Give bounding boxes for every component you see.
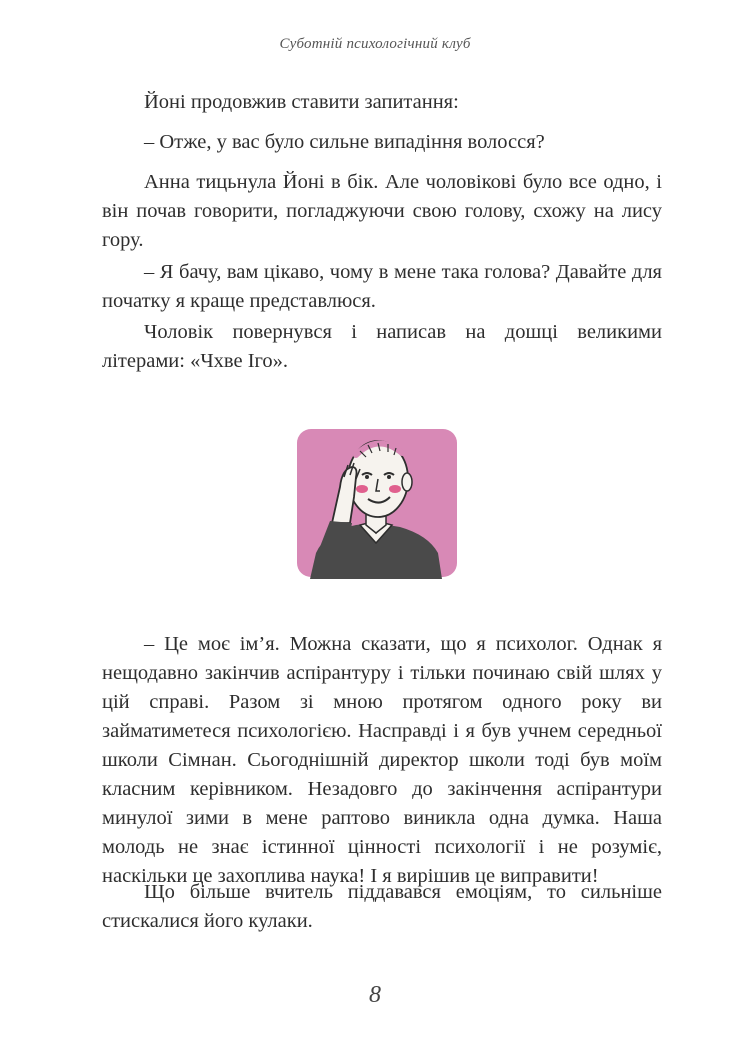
paragraph-2: – Отже, у вас було сильне випадіння волосся? xyxy=(144,131,545,153)
paragraph-6: – Це моє ім’я. Можна сказати, що я психолог. Однак я нещодавно закінчив аспірантуру і тільки починаю свій шлях у цій справі. Разом зі мною протягом одного року ви займатиметеся психологією. Насправді і я був учнем середньої школи Сімнан. Сьогоднішній директор школи тоді був моїм класним керівником. Незадовго до закінчення аспірантури минулої зими в мене раптово виникла одна думка. Наша молодь не знає істинної цінності психології і не розуміє, наскільки це захоплива наука! І я вирішив це виправити! xyxy=(102,633,662,887)
bald-man-portrait-icon xyxy=(296,427,458,579)
running-header: Суботній психологічний клуб xyxy=(279,36,471,52)
paragraph-4: – Я бачу, вам цікаво, чому в мене така голова? Давайте для початку я краще представлюся. xyxy=(102,261,662,312)
paragraph-7: Що більше вчитель піддавався емоціям, то сильніше стискалися його кулаки. xyxy=(102,881,662,932)
paragraph-3: Анна тицьнула Йоні в бік. Але чоловікові було все одно, і він почав говорити, погладжуючи свою голову, схожу на лису гору. xyxy=(102,171,662,251)
page-number: 8 xyxy=(369,982,381,1008)
paragraph-1: Йоні продовжив ставити запитання: xyxy=(144,91,459,113)
paragraph-5: Чоловік повернувся і написав на дошці великими літерами: «Чхве Іго». xyxy=(102,321,662,372)
